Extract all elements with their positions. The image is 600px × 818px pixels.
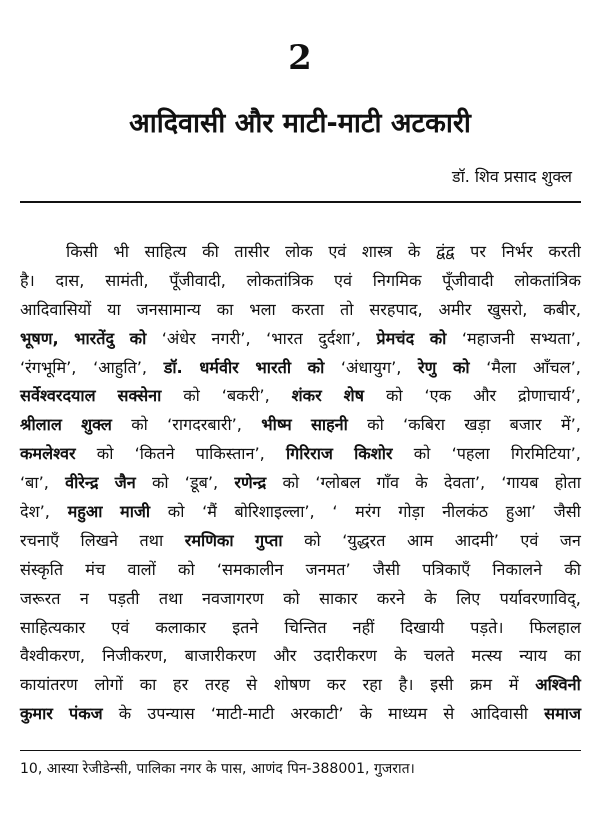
word: करने	[376, 588, 405, 608]
word: नीलकंठ	[442, 502, 489, 522]
word: तथा	[158, 588, 183, 608]
word: मरंग	[355, 502, 381, 522]
bold-word: प्रेमचंद	[376, 328, 415, 348]
word: ‘बा’,	[20, 473, 49, 493]
text-line	[20, 585, 581, 614]
word: होता	[554, 473, 581, 493]
word: न्याय	[519, 646, 548, 666]
word: सामंती,	[105, 270, 149, 290]
word: के	[118, 704, 132, 724]
bold-word: श्रीलाल	[20, 415, 62, 435]
word: लिए	[456, 588, 481, 608]
word: शास्त्र	[361, 242, 393, 261]
word: ‘युद्धरत	[342, 530, 386, 550]
text-line	[20, 700, 581, 729]
bold-word: धर्मवीर	[199, 357, 239, 377]
word: गोड़ा	[398, 502, 425, 522]
word: जनसामान्य	[136, 299, 201, 319]
word: निकालने	[492, 559, 543, 579]
word: ‘अंधायुग’,	[340, 357, 402, 377]
bold-word: माजी	[120, 502, 151, 522]
word: तरह	[204, 675, 230, 695]
bold-word: शुक्ल	[81, 415, 112, 435]
word: मंच	[85, 559, 106, 579]
word: पूँजीवादी	[442, 270, 494, 290]
word: निर्भर	[501, 242, 533, 261]
text-line	[20, 556, 581, 585]
word: करती	[548, 242, 581, 261]
word: माध्यम	[388, 704, 428, 724]
word: आदिवासियों	[20, 299, 92, 319]
word: गिरमिटिया’,	[510, 444, 581, 464]
word: ‘रागदरबारी’,	[167, 415, 242, 435]
word: लोकतांत्रिक	[246, 270, 314, 290]
word: ‘पहला	[451, 444, 490, 464]
word: आदिवासी	[470, 704, 529, 724]
bold-word: वीरेन्द्र	[65, 473, 99, 493]
word: भला	[249, 299, 276, 319]
word: सरहपाद,	[369, 299, 423, 319]
word: साहित्यकार	[20, 617, 86, 637]
word: तो	[340, 299, 354, 319]
word: ‘माटी-माटी	[210, 704, 275, 724]
word: ‘रंगभूमि’,	[20, 357, 77, 377]
word: साहित्य	[144, 242, 187, 261]
word: लोकतांत्रिक	[514, 270, 581, 290]
word: एवं	[111, 617, 130, 637]
word: पड़ती	[108, 588, 140, 608]
word: को	[131, 415, 148, 435]
text-line	[20, 238, 581, 267]
bold-word: रेणु	[418, 357, 437, 377]
word: कर	[326, 675, 346, 695]
word: या	[107, 299, 121, 319]
bold-word: भारती	[255, 357, 292, 377]
word: शोषण	[273, 675, 311, 695]
bold-word: भूषण,	[20, 328, 59, 348]
word: को	[385, 386, 403, 406]
bold-word: साहनी	[310, 415, 348, 435]
word: गाँव	[376, 473, 399, 493]
word: के	[394, 646, 407, 666]
word: को	[282, 473, 300, 493]
word: साकार	[319, 588, 358, 608]
word: द्वंद्व	[435, 242, 455, 261]
word: में’,	[560, 415, 581, 435]
word: हुआ’	[505, 502, 537, 522]
text-line	[20, 354, 581, 383]
word: कबीर,	[543, 299, 581, 319]
word: रचनाएँ	[20, 530, 60, 550]
bold-word: महुआ	[67, 502, 103, 522]
bold-word: शंकर	[291, 386, 322, 406]
chapter-number: 2	[288, 38, 312, 78]
word: ‘कबिरा	[403, 415, 445, 435]
word: चिन्तित	[284, 617, 327, 637]
bold-word: किशोर	[354, 444, 393, 464]
bold-word: को	[307, 357, 325, 377]
word: से	[443, 704, 455, 724]
word: के	[407, 242, 421, 261]
word: कलाकार	[155, 617, 207, 637]
word: निजीकरण,	[102, 646, 168, 666]
word: देवता’,	[443, 473, 486, 493]
text-line	[20, 671, 581, 700]
word: लोगों	[94, 675, 123, 695]
word: अरकाटी’	[290, 704, 344, 724]
bold-word: को	[452, 357, 470, 377]
bold-word: शेष	[343, 386, 365, 406]
text-line	[20, 267, 581, 296]
word: के	[415, 473, 428, 493]
word: रहा	[362, 675, 382, 695]
word: को	[167, 502, 185, 522]
bold-word: भारतेंदु	[74, 328, 115, 348]
word: वालों	[127, 559, 156, 579]
bold-word: रणेन्द्र	[234, 473, 267, 493]
word: पर	[470, 242, 486, 261]
word: को	[413, 444, 431, 464]
text-line	[20, 411, 581, 440]
word: पूँजीवादी,	[169, 270, 226, 290]
word: की	[202, 242, 219, 261]
word: देश’,	[20, 502, 50, 522]
word: के	[424, 588, 437, 608]
word: में	[508, 675, 519, 695]
word: अमीर	[438, 299, 472, 319]
word: वैश्वीकरण,	[20, 646, 85, 666]
chapter-title: आदिवासी और माटी-माटी अटकारी	[129, 108, 471, 139]
text-line	[20, 325, 581, 354]
bold-word: रमणिका	[184, 530, 234, 550]
word: सभ्यता’,	[530, 328, 581, 348]
word: ‘आहुति’,	[93, 357, 148, 377]
word: करता	[291, 299, 325, 319]
bold-word: सक्सेना	[117, 386, 162, 406]
word: तथा	[139, 530, 164, 550]
word: संस्कृति	[20, 559, 64, 579]
bold-word: समाज	[544, 704, 581, 724]
word: नवजागरण	[202, 588, 264, 608]
body-paragraph	[20, 238, 581, 729]
word: एवं	[520, 530, 539, 550]
word: के	[359, 704, 373, 724]
word: लिखने	[80, 530, 118, 550]
word: बजार	[509, 415, 542, 435]
footnote: 10, आस्या रेजीडेन्सी, पालिका नगर के पास, आणंद पिन-388001, गुजरात।	[20, 761, 415, 777]
word: इतने	[232, 617, 259, 637]
word: बाजारीकरण	[184, 646, 256, 666]
word: का	[564, 646, 581, 666]
word: ‘महाजनी	[461, 328, 515, 348]
word: फिलहाल	[529, 617, 581, 637]
word: जैसी	[553, 502, 581, 522]
word: जरूरत	[20, 588, 61, 608]
word: किसी	[66, 242, 98, 261]
word: चलते	[423, 646, 455, 666]
word: ‘बकरी’,	[221, 386, 270, 406]
word: की	[564, 559, 581, 579]
word: कायांतरण	[20, 675, 78, 695]
word: ‘भारत	[266, 328, 303, 348]
word: उपन्यास	[147, 704, 195, 724]
word: एवं	[334, 270, 352, 290]
header-divider	[20, 201, 581, 203]
bold-word: गुप्ता	[255, 530, 283, 550]
word: को	[304, 530, 321, 550]
bold-word: कुमार	[20, 704, 53, 724]
word: पत्रिकाएँ	[422, 559, 471, 579]
bold-word: कमलेश्वर	[20, 444, 76, 464]
word: दिखायी	[400, 617, 445, 637]
word: आम	[407, 530, 434, 550]
word: आदमी’	[454, 530, 499, 550]
word: पाकिस्तान’,	[195, 444, 265, 464]
word: है।	[398, 675, 414, 695]
bold-word: डॉ.	[163, 357, 183, 377]
word: द्रोणाचार्य’,	[518, 386, 581, 406]
bold-word: को	[129, 328, 147, 348]
word: बोरिशाइल्ला’,	[234, 502, 315, 522]
text-line	[20, 527, 581, 556]
bold-word: भीष्म	[261, 415, 292, 435]
text-line	[20, 642, 581, 671]
footnote-divider	[20, 750, 581, 751]
word: को	[96, 444, 114, 464]
word: लोक	[285, 242, 313, 261]
bold-word: जैन	[114, 473, 136, 493]
word: न	[79, 588, 89, 608]
author-name: डॉ. शिव प्रसाद शुक्ल	[452, 167, 572, 186]
word: उदारीकरण	[313, 646, 377, 666]
word: है।	[20, 270, 35, 290]
word: और	[472, 386, 497, 406]
word: पर्यावरणाविद्,	[499, 588, 581, 608]
word: नगरी’,	[211, 328, 251, 348]
bold-word: को	[429, 328, 447, 348]
word: ‘कितने	[134, 444, 175, 464]
word: भी	[113, 242, 129, 261]
word: और	[273, 646, 297, 666]
word: को	[367, 415, 384, 435]
word: को	[283, 588, 300, 608]
bold-word: गिरिराज	[285, 444, 333, 464]
word: ‘ग्लोबल	[315, 473, 361, 493]
word: जैसी	[372, 559, 401, 579]
word: जनमत’	[305, 559, 351, 579]
text-line	[20, 382, 581, 411]
word: को	[183, 386, 200, 406]
word: का	[216, 299, 234, 319]
word: का	[139, 675, 157, 695]
bold-word: अश्विनी	[535, 675, 581, 695]
word: मत्स्य	[471, 646, 503, 666]
word: ‘	[332, 502, 338, 522]
word: तासीर	[234, 242, 270, 261]
text-line	[20, 296, 581, 325]
text-line	[20, 614, 581, 643]
word: नहीं	[352, 617, 375, 637]
word: निगमिक	[372, 270, 422, 290]
word: ‘मैला	[486, 357, 517, 377]
word: ‘डूब’,	[184, 473, 219, 493]
word: ‘मैं	[202, 502, 217, 522]
word: ‘अंधेर	[161, 328, 196, 348]
word: दास,	[55, 270, 85, 290]
word: पड़ते।	[470, 617, 504, 637]
word: ‘एक	[424, 386, 452, 406]
word: जन	[559, 530, 581, 550]
word: आँचल’,	[532, 357, 581, 377]
word: से	[246, 675, 258, 695]
word: खड़ा	[464, 415, 491, 435]
word: को	[178, 559, 195, 579]
word: एवं	[328, 242, 347, 261]
bold-word: पंकज	[69, 704, 103, 724]
word: इसी	[430, 675, 454, 695]
word: ‘समकालीन	[216, 559, 284, 579]
word: को	[151, 473, 169, 493]
bold-word: सर्वेश्वरदयाल	[20, 386, 96, 406]
word: हर	[173, 675, 189, 695]
text-line	[20, 498, 581, 527]
word: क्रम	[469, 675, 493, 695]
word: दुर्दशा’,	[318, 328, 361, 348]
text-line	[20, 440, 581, 469]
word: खुसरो,	[487, 299, 528, 319]
word: ‘गायब	[501, 473, 539, 493]
text-line	[20, 469, 581, 498]
